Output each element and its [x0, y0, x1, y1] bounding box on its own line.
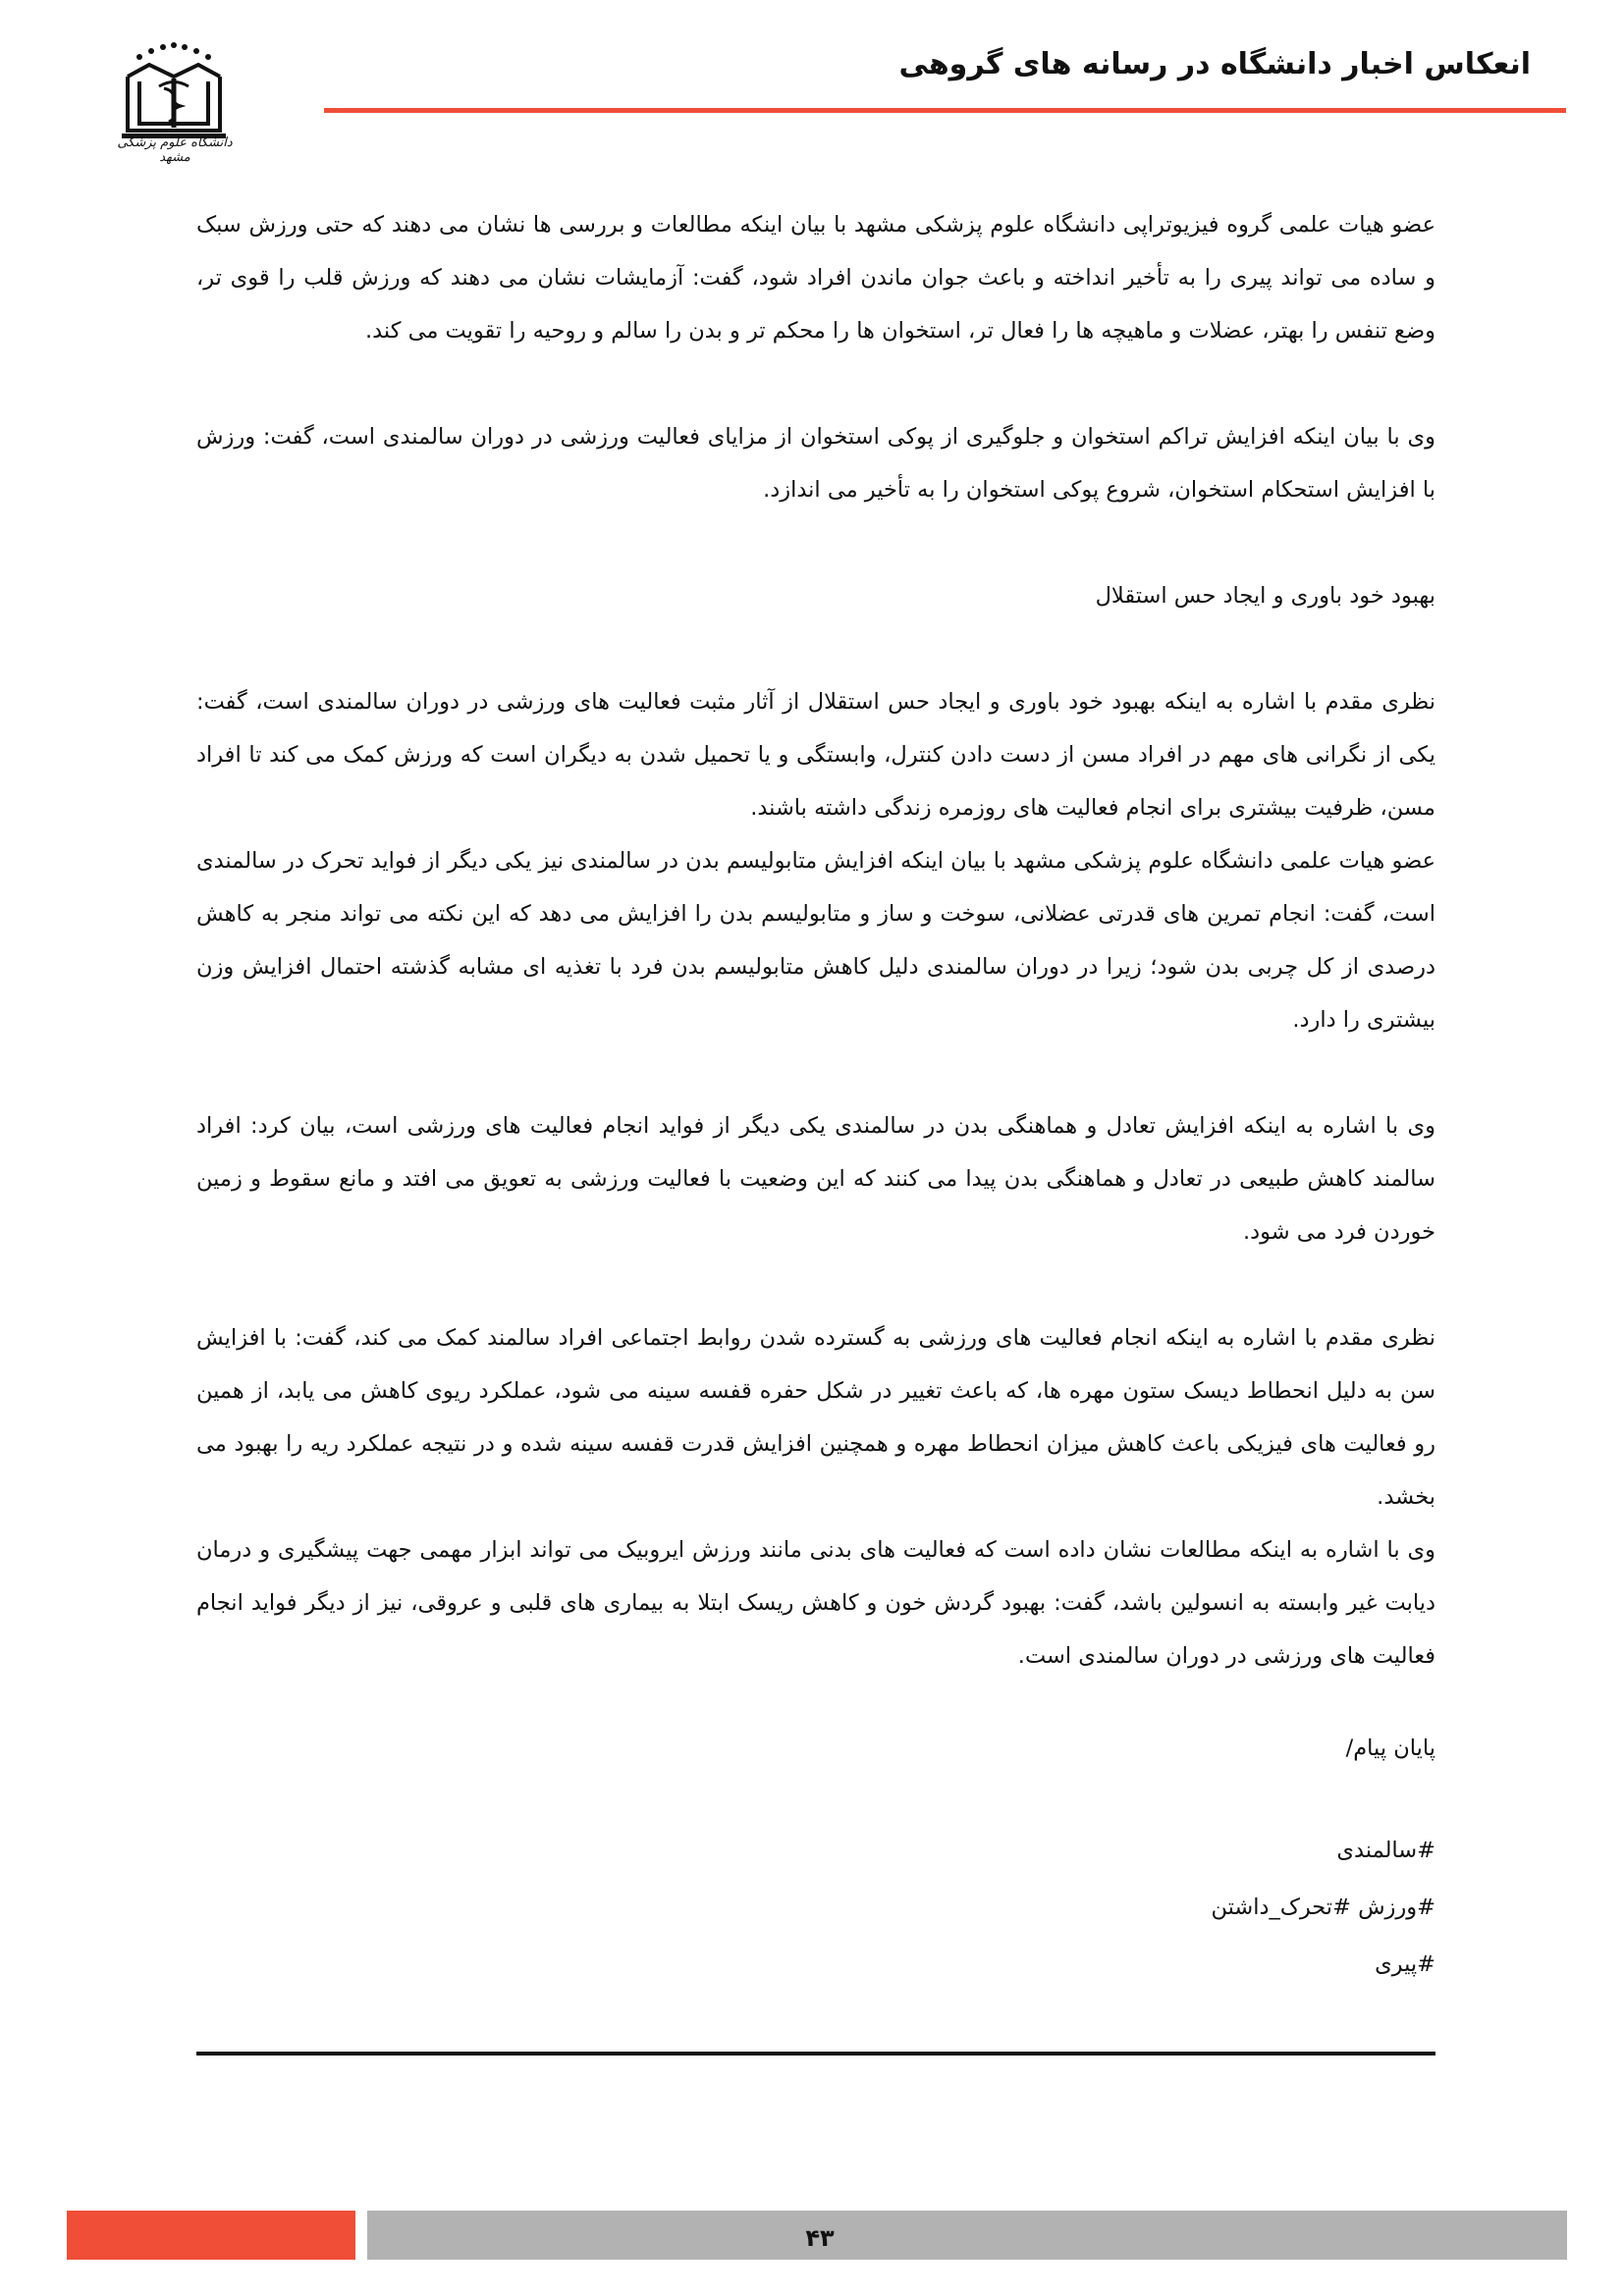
paragraph-2: وی با بیان اینکه افزایش تراکم استخوان و جلوگیری از پوکی استخوان از مزایای فعالیت ورزشی در دوران سالمندی است، گفت: ورزش با افزایش استحکام استخوان، شروع پوکی استخوان را به تأخیر می اندازد. — [196, 424, 1435, 503]
paragraph-1: عضو هیات علمی گروه فیزیوتراپی دانشگاه علوم پزشکی مشهد با بیان اینکه مطالعات و بررسی ها نشان می دهند که حتی ورزش سبک و ساده می تواند پیری را به تأخیر انداخته و باعث جوان ماندن افراد شود، گفت: آزمایشات نشان می دهند که ورزش قلب را قوی تر، وضع تنفس را بهتر، عضلات و ماهیچه ها را فعال تر، استخوان ها را محکم تر و بدن را سالم و روحیه را تقویت می کند. — [196, 212, 1435, 344]
footer-accent-bar — [67, 2211, 355, 2260]
page-number: ۴۳ — [805, 2224, 835, 2252]
hashtag-item[interactable]: #ورزش #تحرک_داشتن — [1211, 1895, 1435, 1920]
header-divider — [324, 108, 1566, 113]
section-subheading: بهبود خود باوری و ایجاد حس استقلال — [1095, 583, 1435, 609]
paragraph-4: عضو هیات علمی دانشگاه علوم پزشکی مشهد با بیان اینکه افزایش متابولیسم بدن در سالمندی نیز یکی دیگر از فواید تحرک در سالمندی است، گفت: انجام تمرین های قدرتی عضلانی، سوخت و ساز و متابولیسم بدن را افزایش می دهد که این نکته می تواند منجر به کاهش درصدی از کل چربی بدن شود؛ زیرا در دوران سالمندی دلیل کاهش متابولیسم بدن فرد با تغذیه ای مشابه گذشته احتمال افزایش وزن بیشتری را دارد. — [196, 848, 1435, 1033]
footer-bar — [367, 2211, 1567, 2260]
end-of-message: پایان پیام/ — [1345, 1735, 1435, 1761]
page-header-title: انعکاس اخبار دانشگاه در رسانه های گروهی — [898, 47, 1531, 81]
hashtag-item[interactable]: #پیری — [1375, 1951, 1435, 1977]
paragraph-7: وی با اشاره به اینکه مطالعات نشان داده است که فعالیت های بدنی مانند ورزش ایروبیک می تواند ابزار مهمی جهت پیشگیری و درمان دیابت غیر وابسته به انسولین باشد، گفت: بهبود گردش خون و کاهش ریسک ابتلا به بیماری های قلبی و عروقی، نیز از دیگر فواید انجام فعالیت های ورزشی در دوران سالمندی است. — [196, 1537, 1435, 1669]
paragraph-6: نظری مقدم با اشاره به اینکه انجام فعالیت های ورزشی به گسترده شدن روابط اجتماعی افراد سالمند کمک می کند، گفت: با افزایش سن به دلیل انحطاط دیسک ستون مهره ها، که باعث تغییر در شکل حفره قفسه سینه می شود، عملکرد ریوی کاهش می یابد، از همین رو فعالیت های فیزیکی باعث کاهش میزان انحطاط مهره و همچنین افزایش قدرت قفسه سینه شده و در نتیجه عملکرد ریه را بهبود می بخشد. — [196, 1325, 1435, 1510]
article-body — [196, 198, 1435, 1993]
hashtag-list — [196, 1822, 1435, 1993]
paragraph-5: وی با اشاره به اینکه افزایش تعادل و هماهنگی بدن در سالمندی یکی دیگر از فواید انجام فعالیت های ورزشی است، بیان کرد: افراد سالمند کاهش طبیعی در تعادل و هماهنگی بدن پیدا می کنند که این وضعیت با فعالیت ورزشی به تعویق می افتد و مانع سقوط و زمین خوردن فرد می شود. — [196, 1113, 1435, 1245]
logo-caption: دانشگاه علوم پزشکی مشهد — [117, 135, 233, 165]
paragraph-3: نظری مقدم با اشاره به اینکه بهبود خود باوری و ایجاد حس استقلال از آثار مثبت فعالیت های ورزشی در دوران سالمندی است، گفت: یکی از نگرانی های مهم در افراد مسن از دست دادن کنترل، وابستگی و یا تحمیل شدن به دیگران است که ورزش کمک می کند تا افراد مسن، ظرفیت بیشتری برای انجام فعالیت های روزمره زندگی داشته باشند. — [196, 689, 1435, 821]
content-end-divider — [196, 2052, 1435, 2056]
hashtag-item[interactable]: #سالمندی — [1336, 1838, 1435, 1863]
